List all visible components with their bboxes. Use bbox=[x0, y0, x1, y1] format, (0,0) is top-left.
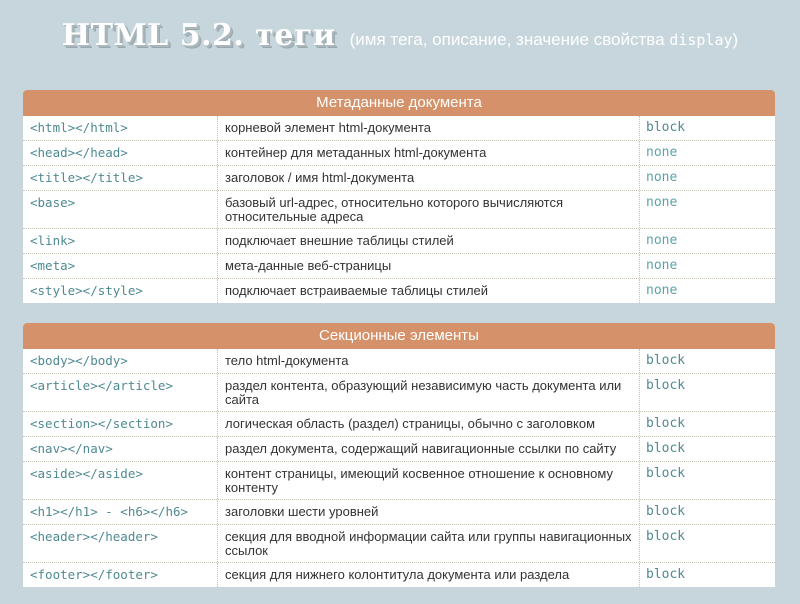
tag-name: <aside></aside> bbox=[23, 462, 218, 499]
table-row bbox=[23, 374, 775, 412]
tag-description: мета-данные веб-страницы bbox=[218, 254, 640, 278]
table-row bbox=[23, 254, 775, 279]
tag-name: <nav></nav> bbox=[23, 437, 218, 461]
display-value: block bbox=[646, 378, 686, 393]
table-row bbox=[23, 525, 775, 563]
tag-name: <section></section> bbox=[23, 412, 218, 436]
title-subtitle bbox=[350, 30, 739, 50]
display-value: none bbox=[646, 145, 678, 160]
table-row bbox=[23, 412, 775, 437]
tag-description: корневой элемент html-документа bbox=[218, 116, 640, 140]
tag-description: логическая область (раздел) страницы, обычно с заголовком bbox=[218, 412, 640, 436]
tag-name: <style></style> bbox=[23, 279, 218, 303]
tag-description: подключает встраиваемые таблицы стилей bbox=[218, 279, 640, 303]
table-row bbox=[23, 166, 775, 191]
tag-name: <body></body> bbox=[23, 349, 218, 373]
display-value: block bbox=[646, 567, 686, 582]
tag-name: <h1></h1> - <h6></h6> bbox=[23, 500, 218, 524]
table-row bbox=[23, 141, 775, 166]
tag-description: заголовок / имя html-документа bbox=[218, 166, 640, 190]
section-header: Метаданные документа bbox=[23, 90, 775, 116]
table-row bbox=[23, 462, 775, 500]
display-value: none bbox=[646, 195, 678, 210]
tag-name: <html></html> bbox=[23, 116, 218, 140]
tag-name: <title></title> bbox=[23, 166, 218, 190]
section-sectioning bbox=[23, 323, 775, 587]
tag-name: <link> bbox=[23, 229, 218, 253]
tag-description: тело html-документа bbox=[218, 349, 640, 373]
tag-description: контент страницы, имеющий косвенное отношение к основному контенту bbox=[218, 462, 640, 499]
display-value: block bbox=[646, 353, 686, 368]
section-metadata bbox=[23, 90, 775, 303]
tag-name: <article></article> bbox=[23, 374, 218, 411]
tag-name: <head></head> bbox=[23, 141, 218, 165]
table-row bbox=[23, 191, 775, 229]
table-row bbox=[23, 437, 775, 462]
display-value: block bbox=[646, 441, 686, 456]
display-value: block bbox=[646, 504, 686, 519]
display-value: block bbox=[646, 416, 686, 431]
section-header: Секционные элементы bbox=[23, 323, 775, 349]
display-value: none bbox=[646, 233, 678, 248]
tag-name: <meta> bbox=[23, 254, 218, 278]
tag-name: <header></header> bbox=[23, 525, 218, 562]
tag-description: базовый url-адрес, относительно которого вычисляются относительные адреса bbox=[218, 191, 640, 228]
subtitle-suffix: ) bbox=[732, 30, 739, 49]
tag-description: подключает внешние таблицы стилей bbox=[218, 229, 640, 253]
page-title bbox=[0, 14, 800, 64]
tag-description: заголовки шести уровней bbox=[218, 500, 640, 524]
display-value: none bbox=[646, 170, 678, 185]
tag-description: раздел документа, содержащий навигационные ссылки по сайту bbox=[218, 437, 640, 461]
table-row bbox=[23, 349, 775, 374]
table-row bbox=[23, 229, 775, 254]
tag-description: контейнер для метаданных html-документа bbox=[218, 141, 640, 165]
subtitle-display-keyword: display bbox=[669, 31, 733, 49]
subtitle-prefix: (имя тега, описание, значение свойства bbox=[349, 30, 670, 49]
display-value: block bbox=[646, 529, 686, 544]
table-row bbox=[23, 563, 775, 587]
table-row bbox=[23, 116, 775, 141]
title-main: HTML 5.2. теги bbox=[61, 18, 336, 53]
tag-description: раздел контента, образующий независимую часть документа или сайта bbox=[218, 374, 640, 411]
table-row bbox=[23, 279, 775, 303]
display-value: block bbox=[646, 466, 686, 481]
display-value: none bbox=[646, 258, 678, 273]
tag-name: <footer></footer> bbox=[23, 563, 218, 587]
display-value: block bbox=[646, 120, 686, 135]
tag-description: секция для нижнего колонтитула документа или раздела bbox=[218, 563, 640, 587]
table-row bbox=[23, 500, 775, 525]
tag-description: секция для вводной информации сайта или группы навигационных ссылок bbox=[218, 525, 640, 562]
display-value: none bbox=[646, 283, 678, 298]
tag-name: <base> bbox=[23, 191, 218, 228]
